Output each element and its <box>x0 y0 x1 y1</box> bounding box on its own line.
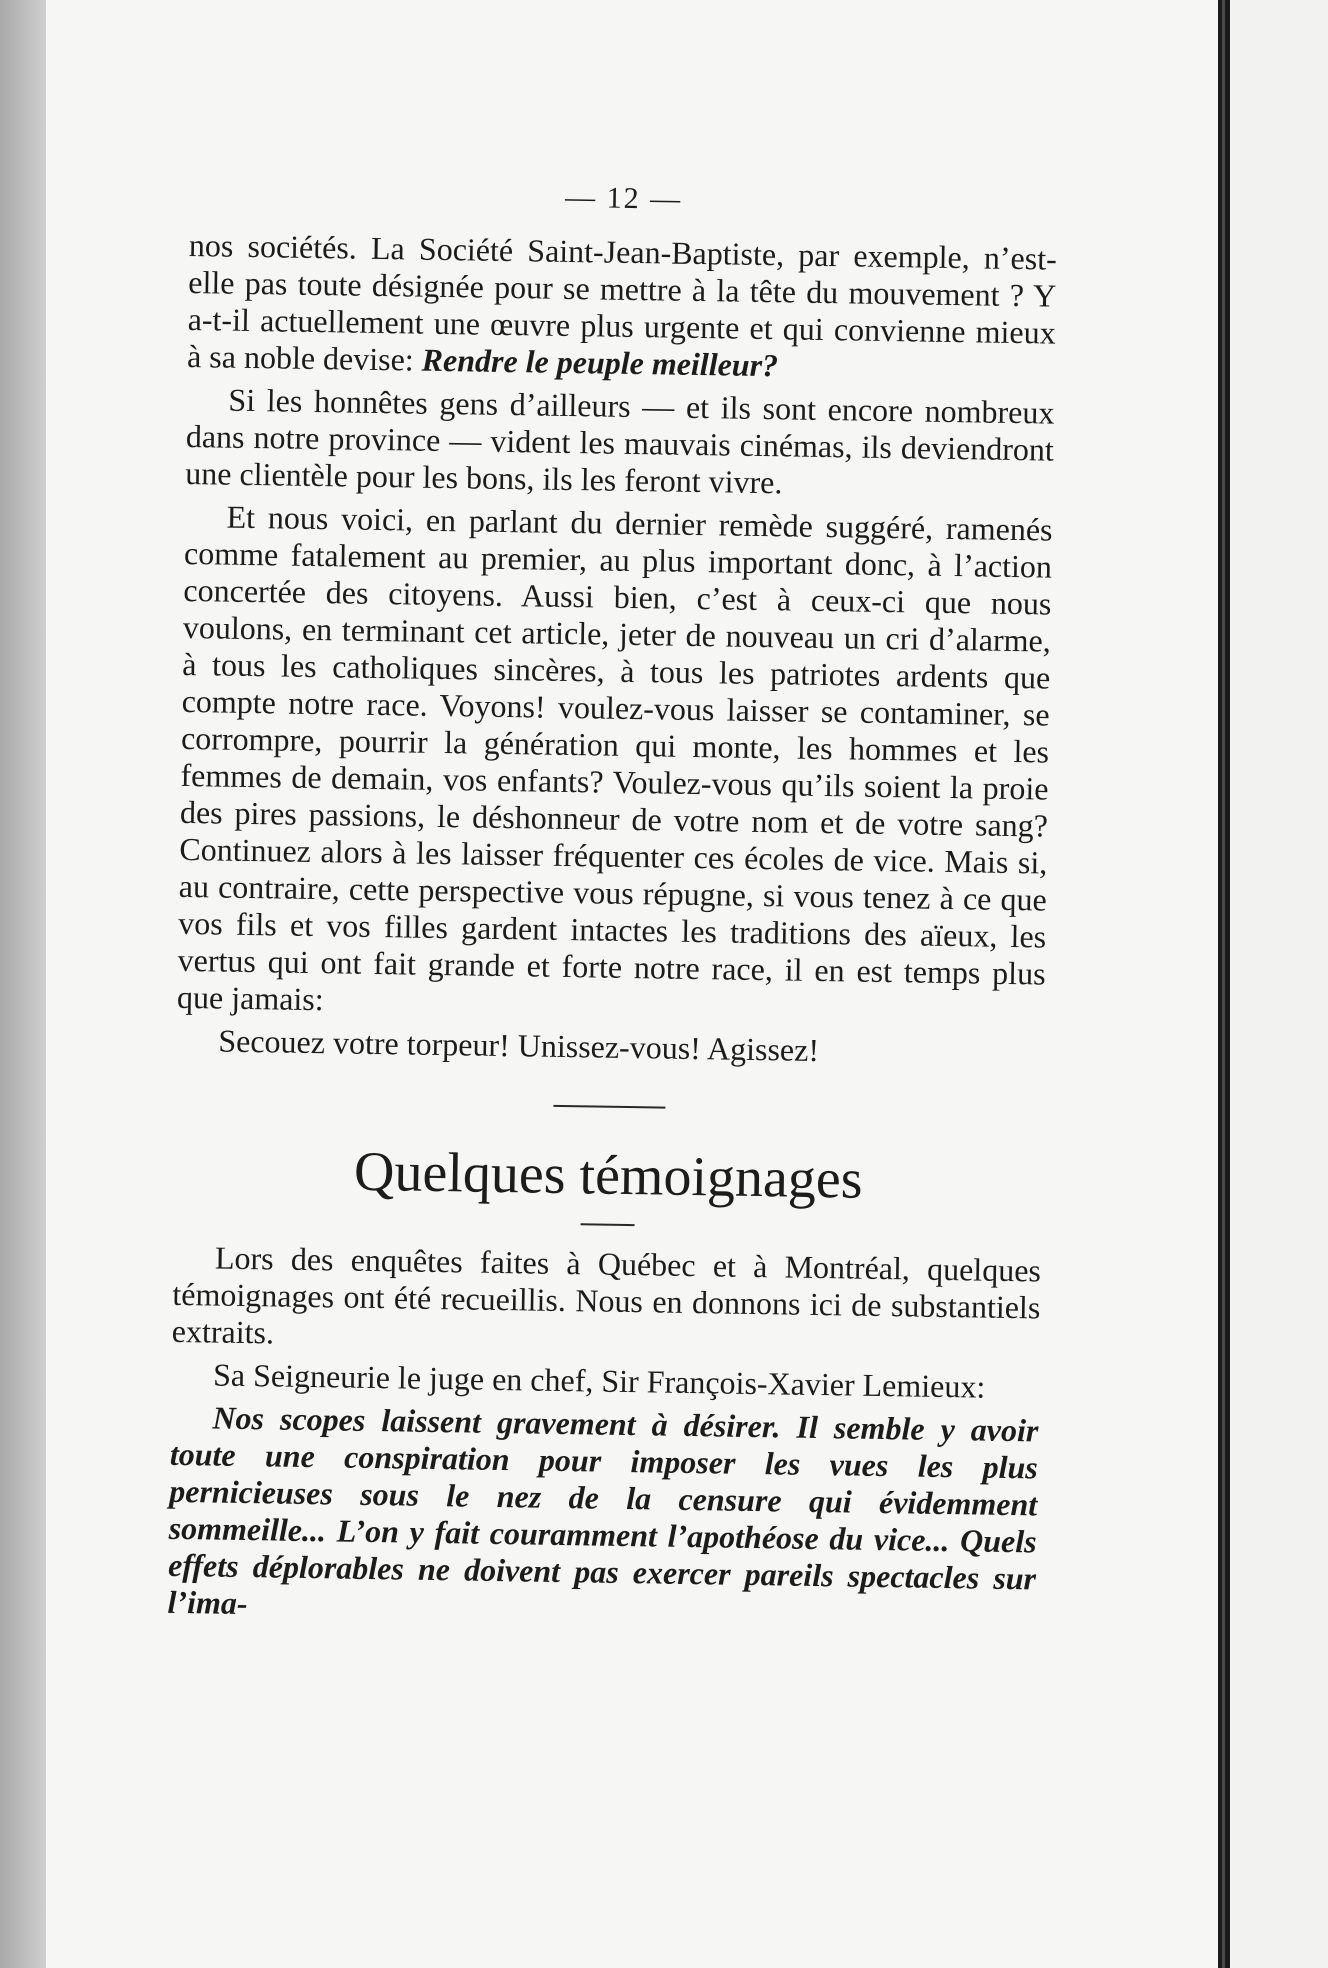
scan-left-margin <box>0 0 46 1968</box>
paragraph-3: Et nous voici, en parlant du dernier remède suggéré, ramenés comme fatalement au premier, au plus important donc, à l’action concertée des citoyens. Aussi bien, c’est à ceux-ci que nous voulons, en terminant cet article, jeter de nouveau un cri d’alarme, à tous les catholiques sincères, à tous les patriotes ardents que compte notre race. Voyons! voulez-vous laisser se contaminer, se corrompre, pourrir la génération qui monte, les hommes et les femmes de demain, vos enfants? Voulez-vous qu’ils soient la proie des pires passions, le déshonneur de votre nom et de votre sang? Continuez alors à les laisser fréquenter ces écoles de vice. Mais si, au contraire, cette perspective vous répugne, si vous tenez à ce que vos fils et vos filles gardent intactes les traditions des aïeux, les vertus qui ont fait grande et forte notre race, il en est temps plus que jamais: <box>176 498 1053 1018</box>
facing-page-edge <box>1230 0 1328 1968</box>
page-content <box>167 175 1058 1634</box>
motto-italic: Rendre le peuple meilleur? <box>421 341 779 384</box>
heading-underline-rule <box>581 1223 635 1226</box>
paragraph-1 <box>187 227 1057 389</box>
speaker-attribution: Sa Seigneurie le juge en chef, Sir François-Xavier Lemieux: <box>212 1356 986 1405</box>
paragraph-4-exhortation: Secouez votre torpeur! Unissez-vous! Agissez! <box>218 1022 820 1068</box>
section-separator-rule <box>553 1105 665 1109</box>
page-number: — 12 — <box>564 180 683 216</box>
testimony-quote: Nos scopes laissent gravement à désirer. Il semble y avoir toute une conspiration pour imposer les vues les plus pernicieuses sous le nez de la censure qui évidemment sommeille... L’on y fait couramment l’apothéose du vice... Quels effets déplorables ne doivent pas exercer pareils spectacles sur l’ima- <box>167 1399 1039 1622</box>
section-heading: Quelques témoignages <box>353 1140 864 1211</box>
section-intro: Lors des enquêtes faites à Québec et à Montréal, quelques témoignages ont été recueillis. Nous en donnons ici de substantiels extraits. <box>171 1239 1042 1351</box>
page-edge-line <box>1222 0 1225 1968</box>
paragraph-2: Si les honnêtes gens d’ailleurs — et ils sont encore nombreux dans notre province — vident les mauvais cinémas, ils deviendront une clientèle pour les bons, ils les feront vivre. <box>185 381 1055 501</box>
paragraph-1-text: nos sociétés. La Société Saint-Jean-Baptiste, par exemple, n’est-elle pas toute désignée pour se mettre à la tête du mouvement ? Y a-t-il actuellement une œuvre plus urgente et qui convienne mieux à sa noble devise: <box>186 226 1058 378</box>
